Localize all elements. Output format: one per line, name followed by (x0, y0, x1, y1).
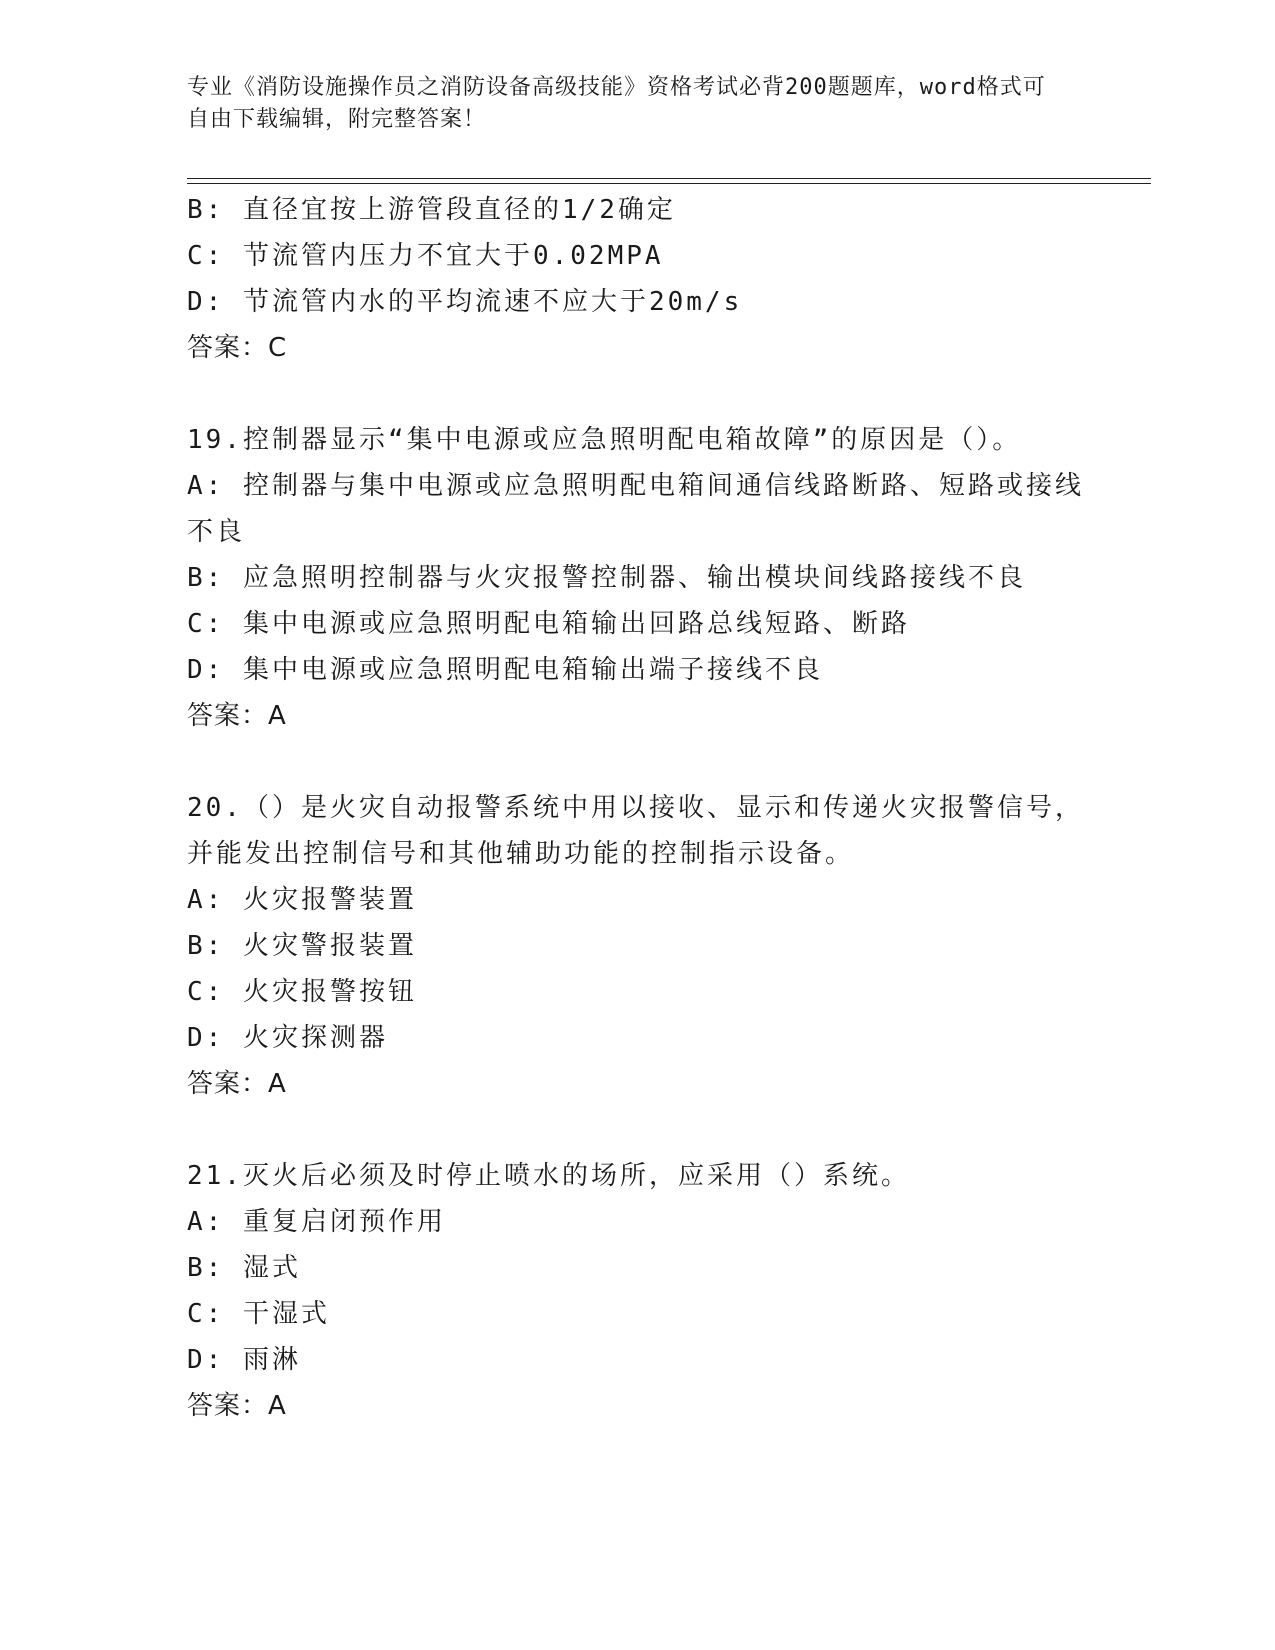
question-20 (187, 785, 1087, 1107)
option-c: C: 集中电源或应急照明配电箱输出回路总线短路、断路 (187, 609, 910, 639)
answer: 答案：A (187, 1391, 287, 1421)
question-stem: 19.控制器显示“集中电源或应急照明配电箱故障”的原因是（）。 (187, 425, 1022, 455)
option-d: D: 集中电源或应急照明配电箱输出端子接线不良 (187, 655, 823, 685)
option-b: B: 应急照明控制器与火灾报警控制器、输出模块间线路接线不良 (187, 563, 1026, 593)
question-19 (187, 417, 1087, 739)
answer: 答案：A (187, 701, 287, 731)
option-c: C: 火灾报警按钮 (187, 977, 417, 1007)
option-b: B: 直径宜按上游管段直径的1/2确定 (187, 195, 676, 225)
option-a: A: 火灾报警装置 (187, 885, 417, 915)
prev-question-tail (187, 187, 1087, 371)
header-rule-top (187, 178, 1151, 179)
question-stem: 20.（）是火灾自动报警系统中用以接收、显示和传递火灾报警信号，并能发出控制信号和其他辅助功能的控制指示设备。 (187, 793, 1084, 869)
option-d: D: 雨淋 (187, 1345, 301, 1375)
question-stem: 21.灭火后必须及时停止喷水的场所，应采用（）系统。 (187, 1161, 910, 1191)
answer: 答案：C (187, 333, 288, 363)
option-c: C: 干湿式 (187, 1299, 330, 1329)
option-c: C: 节流管内压力不宜大于0.02MPA (187, 241, 664, 271)
option-b: B: 火灾警报装置 (187, 931, 417, 961)
question-21 (187, 1153, 1087, 1429)
option-d: D: 节流管内水的平均流速不应大于20m/s (187, 287, 743, 317)
answer: 答案：A (187, 1069, 287, 1099)
option-a: A: 重复启闭预作用 (187, 1207, 446, 1237)
document-body (187, 187, 1087, 1429)
option-a: A: 控制器与集中电源或应急照明配电箱间通信线路断路、短路或接线不良 (187, 471, 1084, 547)
header-rule-bottom (187, 183, 1151, 184)
option-d: D: 火灾探测器 (187, 1023, 388, 1053)
option-b: B: 湿式 (187, 1253, 301, 1283)
document-header: 专业《消防设施操作员之消防设备高级技能》资格考试必背200题题库，word格式可自由下载编辑，附完整答案！ (187, 75, 1046, 132)
